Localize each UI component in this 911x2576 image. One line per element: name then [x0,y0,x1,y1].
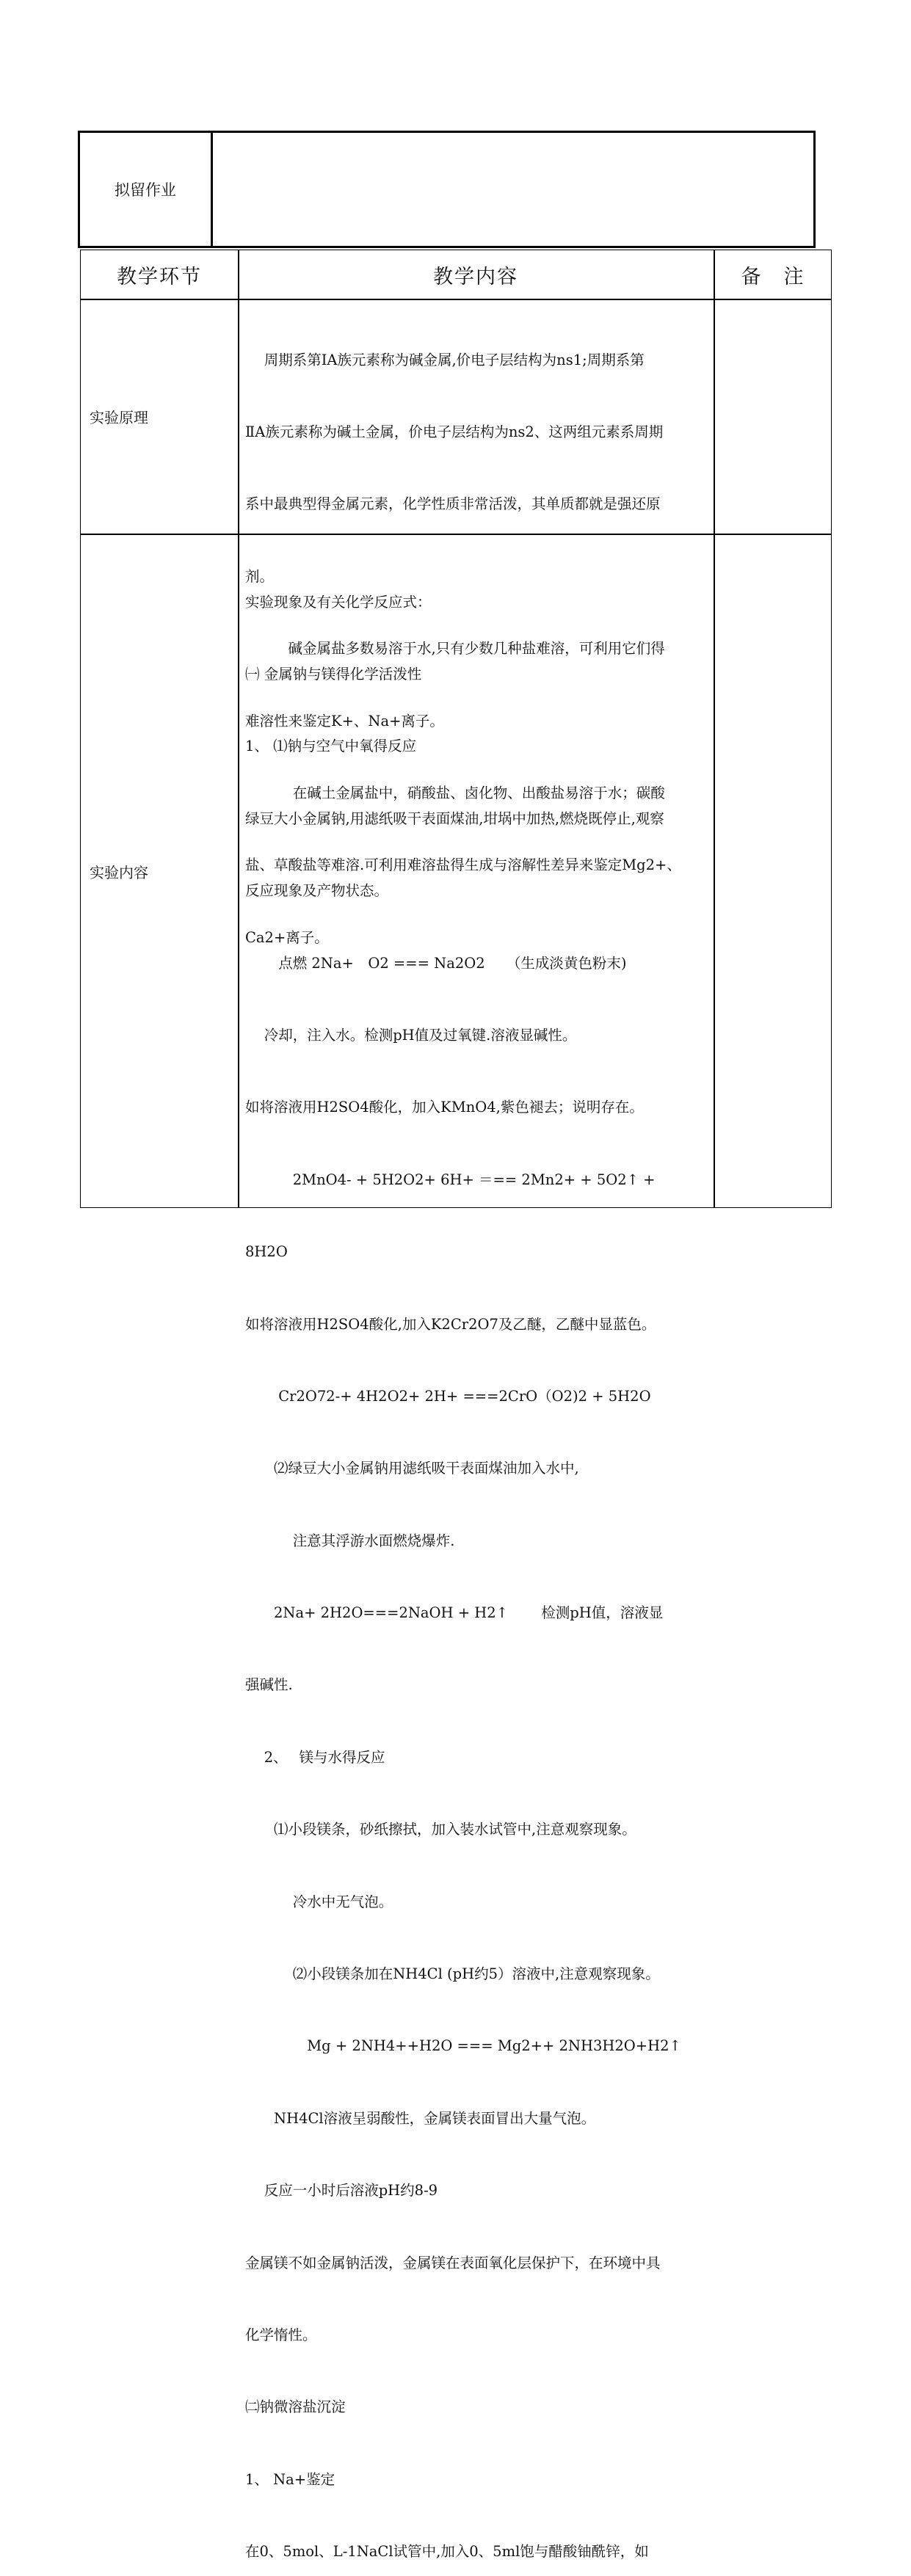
procedure-line: 注意其浮游水面燃烧爆炸. [245,1532,455,1549]
procedure-line: 反应一小时后溶液pH约8-9 [245,2182,438,2200]
procedure-line: 如将溶液用H2SO4酸化，加入KMnO4,紫色褪去；说明存在。 [245,1099,644,1116]
procedure-line: 反应现象及产物状态。 [245,882,389,900]
column-divider-1 [238,250,239,1207]
principle-line: 碱金属盐多数易溶于水,只有少数几种盐难溶，可利用它们得 [245,640,665,658]
procedure-line: 绿豆大小金属钠,用滤纸吸干表面煤油,坩埚中加热,燃烧既停止,观察 [245,809,664,827]
principle-line: Ca2+离子。 [245,928,329,946]
procedure-line: 强碱性. [245,1676,293,1694]
procedure-line: 2MnO4- + 5H2O2+ 6H+ ＝== 2Mn2+ + 5O2↑ + [245,1171,656,1188]
procedure-line: Mg + 2NH4++H2O === Mg2++ 2NH3H2O+H2↑ [245,2037,681,2055]
procedure-line: ㈠ 金属钠与镁得化学活泼性 [245,665,422,683]
procedure-line: ⑵小段镁条加在NH4Cl (pH约5）溶液中,注意观察现象。 [245,1965,660,1983]
procedure-line: 2Na+ 2H2O===2NaOH + H2↑ 检测pH值，溶液显 [245,1604,664,1622]
principle-line: 难溶性来鉴定K+、Na+离子。 [245,712,444,729]
homework-table [78,131,816,248]
principle-line: 盐、草酸盐等难溶.可利用难溶盐得生成与溶解性差异来鉴定Mg2+、 [245,856,681,874]
header-remark: 备 注 [741,265,805,288]
procedure-line: 8H2O [245,1243,288,1261]
header-content: 教学内容 [433,265,518,288]
procedure-line: 化学惰性。 [245,2326,317,2343]
procedure-line: 实验现象及有关化学反应式： [245,593,432,611]
procedure-line: 2、 镁与水得反应 [245,1748,385,1766]
procedure-line: 点燃 2Na+ O2 === Na2O2 （生成淡黄色粉末) [245,954,627,972]
principle-line: 系中最典型得金属元素，化学性质非常活泼，其单质都就是强还原 [245,495,661,513]
procedure-line: 1、 ⑴钠与空气中氧得反应 [245,738,417,755]
procedure-line: 金属镁不如金属钠活泼，金属镁在表面氧化层保护下，在环境中具 [245,2254,661,2271]
procedure-line: NH4Cl溶液呈弱酸性，金属镁表面冒出大量气泡。 [245,2109,596,2127]
procedure-line: 如将溶液用H2SO4酸化,加入K2Cr2O7及乙醚，乙醚中显蓝色。 [245,1315,656,1333]
procedure-label: 实验内容 [90,863,148,881]
principle-line: 剂。 [245,567,275,585]
procedure-line: 1、 Na+鉴定 [245,2470,335,2488]
teaching-table [80,250,832,2561]
principle-line: 周期系第ⅠA族元素称为碱金属,价电子层结构为ns1;周期系第 [245,351,645,368]
header-stage: 教学环节 [117,265,202,288]
principle-line: ⅡA族元素称为碱土金属，价电子层结构为ns2、这两组元素系周期 [245,423,664,440]
procedure-line: 冷水中无气泡。 [245,1893,393,1910]
procedure-line: ㈡钠微溶盐沉淀 [245,2398,346,2416]
principle-line: 在碱土金属盐中，硝酸盐、卤化物、出酸盐易溶于水；碳酸 [245,784,665,801]
procedure-content [245,542,722,2576]
procedure-line: ⑴小段镁条，砂纸擦拭，加入装水试管中,注意观察现象。 [245,1821,636,1838]
procedure-line: 冷却，注入水。检测pH值及过氧键.溶液显碱性。 [245,1026,577,1044]
procedure-line: Cr2O72-+ 4H2O2+ 2H+ ===2CrO（O2)2 + 5H2O [245,1387,651,1405]
procedure-line: 在0、5mol、L-1NaCl试管中,加入0、5ml饱与醋酸铀酰锌，如 [245,2543,649,2561]
procedure-line: ⑵绿豆大小金属钠用滤纸吸干表面煤油加入水中, [245,1460,579,1477]
principle-label: 实验原理 [90,408,148,426]
homework-label: 拟留作业 [115,181,176,199]
homework-divider [211,133,213,246]
